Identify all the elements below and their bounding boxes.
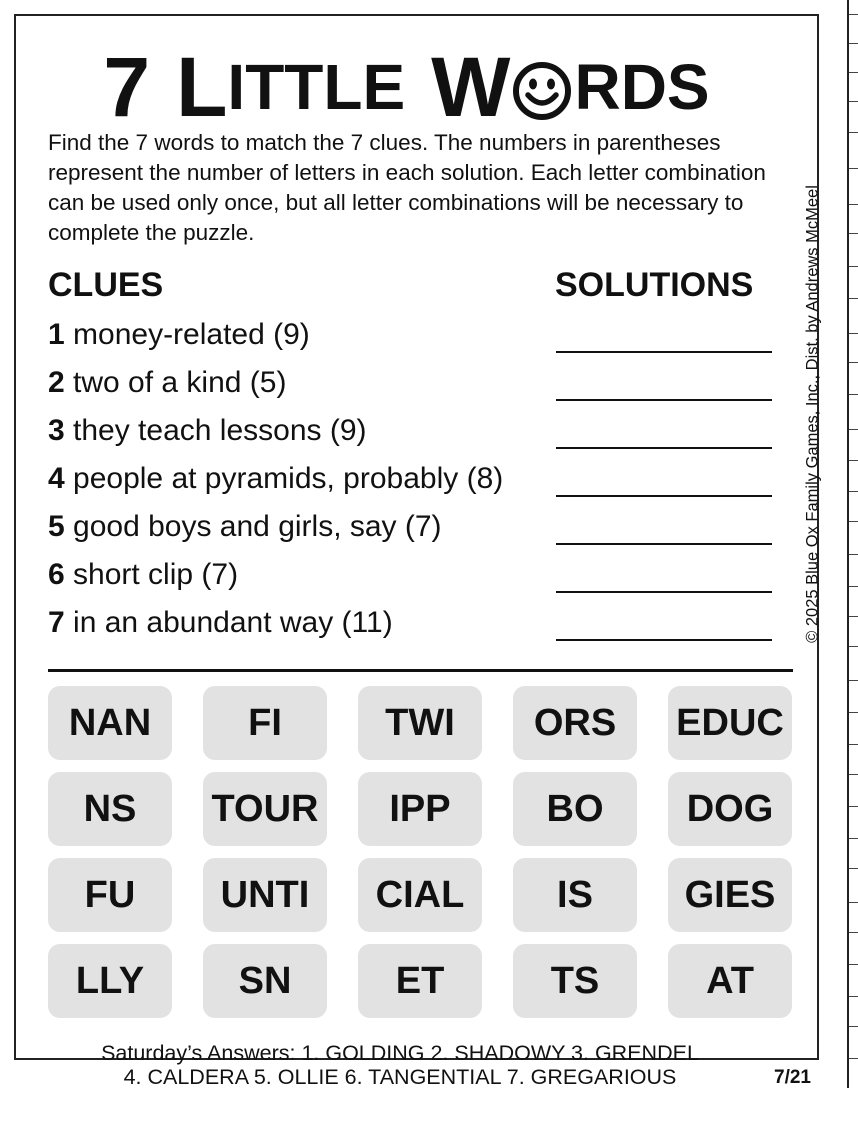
letter-tile[interactable]: IS (513, 858, 637, 932)
letter-tile[interactable]: TWI (358, 686, 482, 760)
puzzle-date: 7/21 (774, 1067, 811, 1088)
letter-tile[interactable]: UNTI (203, 858, 327, 932)
letter-tile[interactable]: BO (513, 772, 637, 846)
title-word2-rest: RDS (574, 51, 710, 123)
previous-answers-line-1: Saturday’s Answers: 1. GOLDING 2. SHADOWY 3. GRENDEL (101, 1041, 699, 1065)
clues-heading: CLUES (48, 266, 164, 304)
clue-2: 2 two of a kind (5) (48, 366, 287, 399)
clue-5: 5 good boys and girls, say (7) (48, 510, 442, 543)
letter-tile[interactable]: ORS (513, 686, 637, 760)
solution-blank-2[interactable] (556, 399, 772, 401)
letter-tile[interactable]: CIAL (358, 858, 482, 932)
title-word1-initial: L (176, 40, 228, 134)
puzzle-title (16, 32, 797, 142)
clue-4: 4 people at pyramids, probably (8) (48, 462, 504, 495)
letter-tile[interactable]: GIES (668, 858, 792, 932)
letter-tile[interactable]: TOUR (203, 772, 327, 846)
letter-tile[interactable]: TS (513, 944, 637, 1018)
letter-tile[interactable]: LLY (48, 944, 172, 1018)
title-word1-rest: ITTLE (227, 51, 406, 123)
letter-tile[interactable]: ET (358, 944, 482, 1018)
smiley-face-icon (512, 61, 572, 121)
clue-1: 1 money-related (9) (48, 318, 310, 351)
letter-tile[interactable]: IPP (358, 772, 482, 846)
solution-blank-3[interactable] (556, 447, 772, 449)
solution-blank-5[interactable] (556, 543, 772, 545)
letter-tile-grid (48, 686, 796, 1018)
letter-tile[interactable]: FI (203, 686, 327, 760)
clue-3: 3 they teach lessons (9) (48, 414, 367, 447)
letter-tile[interactable]: AT (668, 944, 792, 1018)
title-digit: 7 (103, 40, 151, 134)
letter-tile[interactable]: SN (203, 944, 327, 1018)
adjacent-page-edge (847, 0, 858, 1088)
letter-tile[interactable]: NAN (48, 686, 172, 760)
letter-tile[interactable]: DOG (668, 772, 792, 846)
instructions: Find the 7 words to match the 7 clues. The numbers in parentheses represent the number of letters in each solution. Each letter combination can be used only once, but all letter combinations will be necessary to complete the puzzle. (48, 130, 766, 245)
previous-answers-line-2: 4. CALDERA 5. OLLIE 6. TANGENTIAL 7. GREGARIOUS (123, 1065, 677, 1089)
clue-7: 7 in an abundant way (11) (48, 606, 393, 639)
letter-tile[interactable]: FU (48, 858, 172, 932)
clue-6: 6 short clip (7) (48, 558, 239, 591)
solution-blank-4[interactable] (556, 495, 772, 497)
letter-tile[interactable]: NS (48, 772, 172, 846)
title-word2-initial: W (431, 40, 511, 134)
solutions-heading: SOLUTIONS (555, 266, 754, 304)
divider (48, 669, 793, 672)
letter-tile[interactable]: EDUC (668, 686, 792, 760)
solution-blank-7[interactable] (556, 639, 772, 641)
puzzle-frame (14, 14, 822, 1089)
copyright-notice: © 2025 Blue Ox Family Games, Inc., Dist. by Andrews McMeel (803, 185, 822, 643)
solution-blank-1[interactable] (556, 351, 772, 353)
solution-blank-6[interactable] (556, 591, 772, 593)
